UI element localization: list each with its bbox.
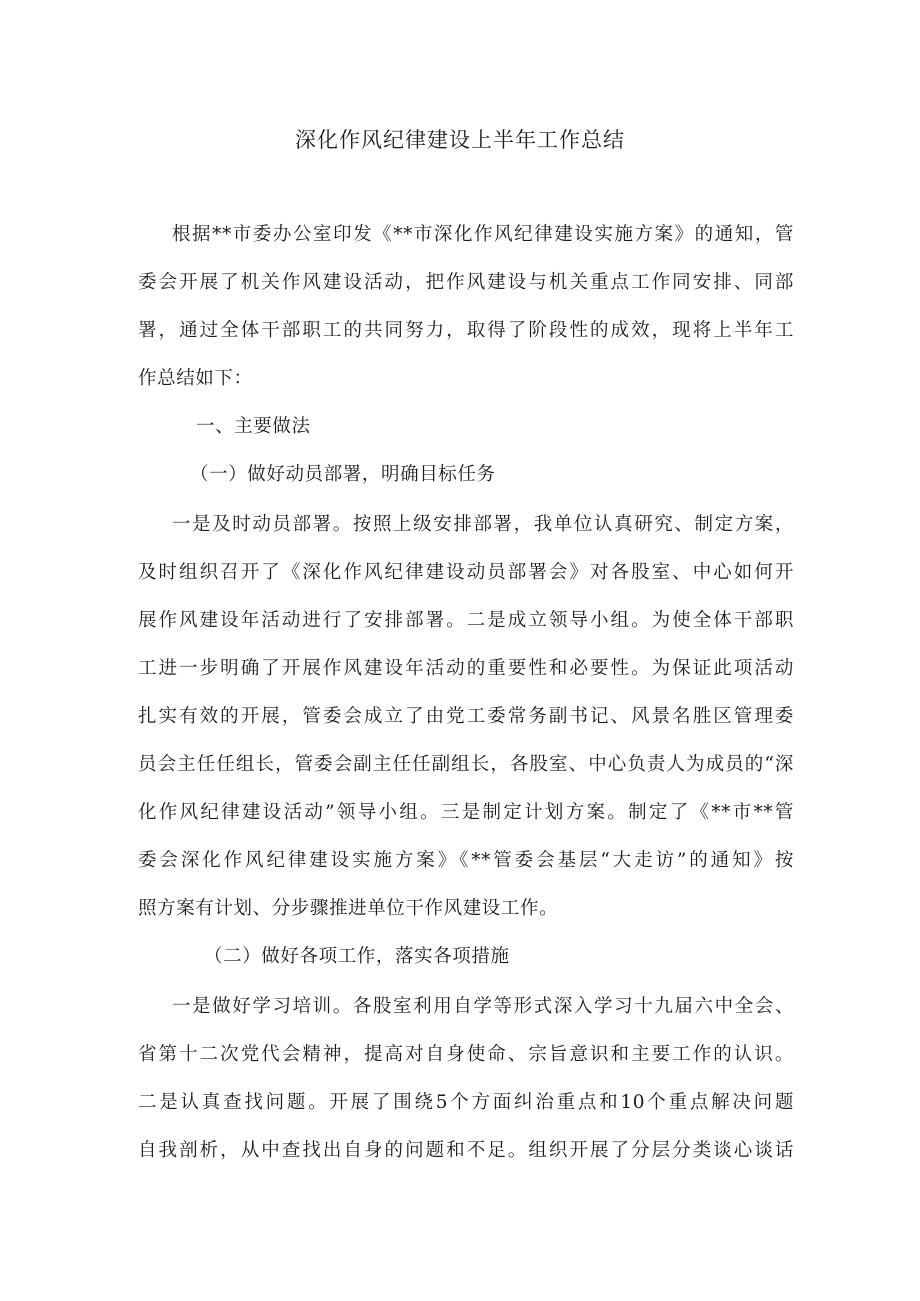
paragraph-line: 工进一步明确了开展作风建设年活动的重要性和必要性。为保证此项活动	[138, 658, 794, 679]
subsection-heading: （一）做好动员部署，明确目标任务	[190, 464, 496, 485]
paragraph-line: 及时组织召开了《深化作风纪律建设动员部署会》对各股室、中心如何开	[138, 562, 794, 583]
paragraph-line: 化作风纪律建设活动”领导小组。三是制定计划方案。制定了《**市**管	[138, 802, 794, 823]
paragraph-line: 一是做好学习培训。各股室利用自学等形式深入学习十九届六中全会、	[172, 996, 794, 1017]
section-heading: 一、主要做法	[196, 416, 311, 437]
subsection-heading: （二）做好各项工作，落实各项措施	[204, 946, 510, 967]
paragraph-line: 委会开展了机关作风建设活动，把作风建设与机关重点工作同安排、同部	[138, 272, 794, 293]
paragraph-line: 省第十二次党代会精神，提高对自身使命、宗旨意识和主要工作的认识。	[138, 1044, 794, 1065]
page-title: 深化作风纪律建设上半年工作总结	[295, 128, 625, 152]
paragraph-line: 照方案有计划、分步骤推进单位干作风建设工作。	[138, 898, 559, 919]
paragraph-line: 署，通过全体干部职工的共同努力，取得了阶段性的成效，现将上半年工	[138, 320, 794, 341]
paragraph-line: 二是认真查找问题。开展了围绕5个方面纠治重点和10个重点解决问题	[138, 1092, 794, 1113]
paragraph-line: 员会主任任组长，管委会副主任任副组长，各股室、中心负责人为成员的“深	[138, 754, 794, 775]
paragraph-line: 委会深化作风纪律建设实施方案》《**管委会基层“大走访”的通知》按	[138, 850, 794, 871]
paragraph-line: 根据**市委办公室印发《**市深化作风纪律建设实施方案》的通知，管	[172, 224, 794, 245]
paragraph-line: 扎实有效的开展，管委会成立了由党工委常务副书记、风景名胜区管理委	[138, 706, 794, 727]
paragraph-line: 自我剖析，从中查找出自身的问题和不足。组织开展了分层分类谈心谈话	[138, 1140, 794, 1161]
paragraph-line: 展作风建设年活动进行了安排部署。二是成立领导小组。为使全体干部职	[138, 610, 794, 631]
paragraph-line: 作总结如下：	[138, 368, 253, 389]
paragraph-line: 一是及时动员部署。按照上级安排部署，我单位认真研究、制定方案，	[172, 514, 794, 535]
